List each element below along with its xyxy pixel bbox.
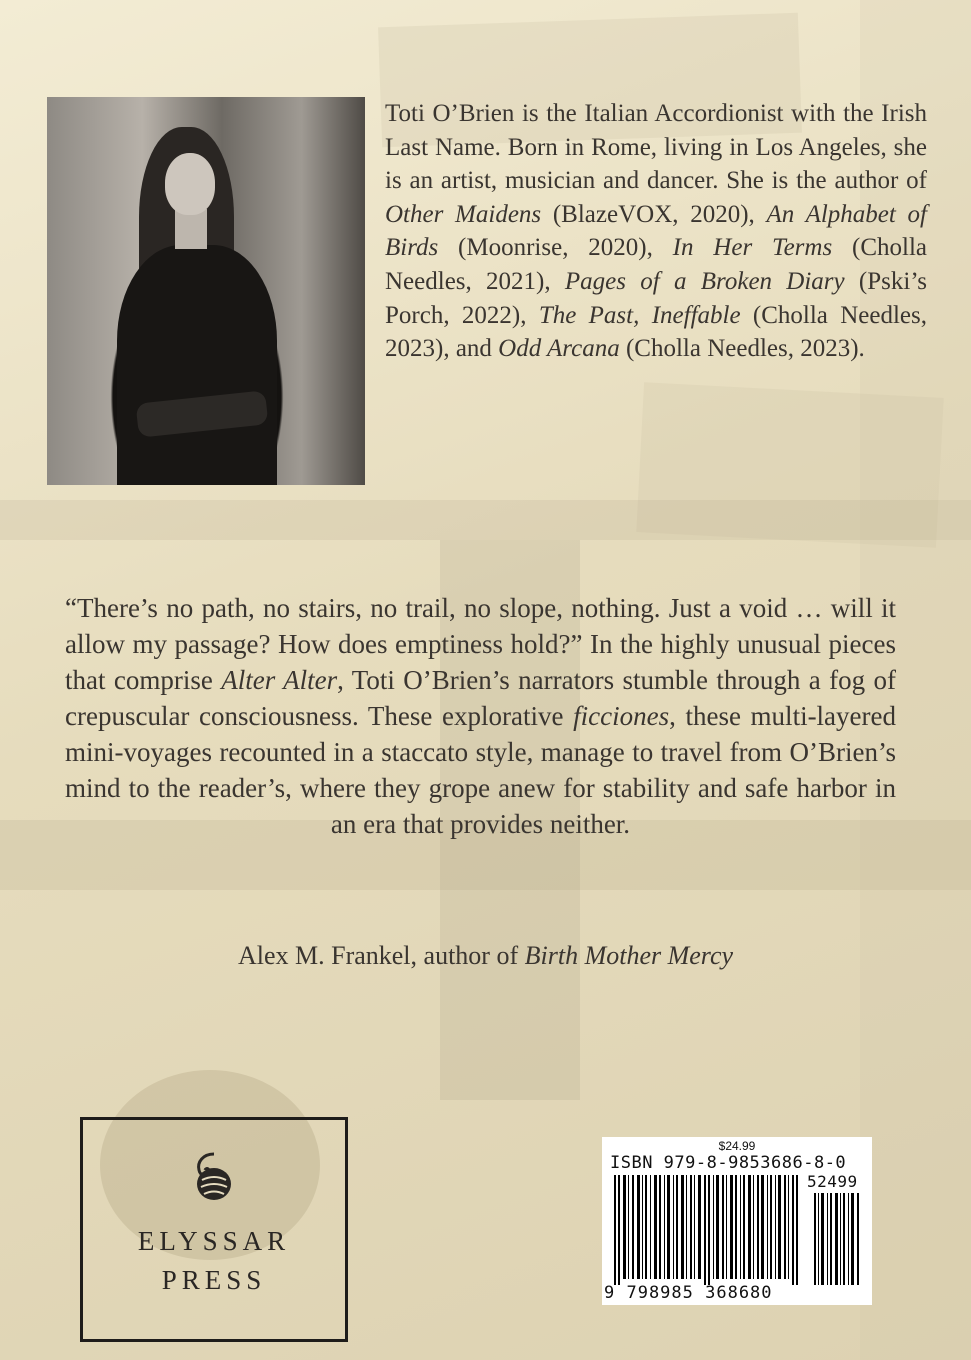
isbn-label: ISBN 979-8-9853686-8-0: [610, 1153, 847, 1173]
publisher-name-line-1: ELYSSAR: [137, 1226, 291, 1256]
author-bio: Toti O’Brien is the Italian Accordionist with the Irish Last Name. Born in Rome, living in Los Angeles, she is an artist, musician and dancer. She is the author of Other Maidens (BlazeVOX, 2020), An Alphabet of Birds (Moonrise, 2020), In Her Terms (Cholla Needles, 2021), Pages of a Broken Diary (Pski’s Porch, 2022), The Past, Ineffable (Cholla Needles, 2023), and Odd Arcana (Cholla Needles, 2023).: [385, 100, 927, 363]
blurb-quote: “There’s no path, no stairs, no trail, no slope, nothing. Just a void … will it allow my passage? How does emptiness hold?” In the highly unusual pieces that comprise Alter Alter, Toti O’Brien’s narrators stumble through a fog of crepuscular consciousness. These explorative ficciones, these multi-layered mini-voyages recounted in a staccato style, manage to travel from O’Brien’s mind to the reader’s, where they grope anew for stability and safe harbor in an era that provides neither.: [65, 593, 897, 839]
blurb-attribution: Alex M. Frankel, author of Birth Mother Mercy: [237, 941, 734, 970]
publisher-logo: [80, 1117, 348, 1342]
author-photo: [47, 97, 365, 485]
publisher-name-line-2: PRESS: [161, 1265, 267, 1295]
barcode-price: $24.99: [718, 1139, 756, 1153]
isbn-barcode: [602, 1137, 872, 1305]
barcode-bars: [614, 1175, 864, 1285]
price-addon-digits: 52499: [807, 1172, 858, 1191]
publisher-emblem-icon: [189, 1150, 239, 1208]
ean-digits: 9 798985 368680: [604, 1283, 773, 1303]
